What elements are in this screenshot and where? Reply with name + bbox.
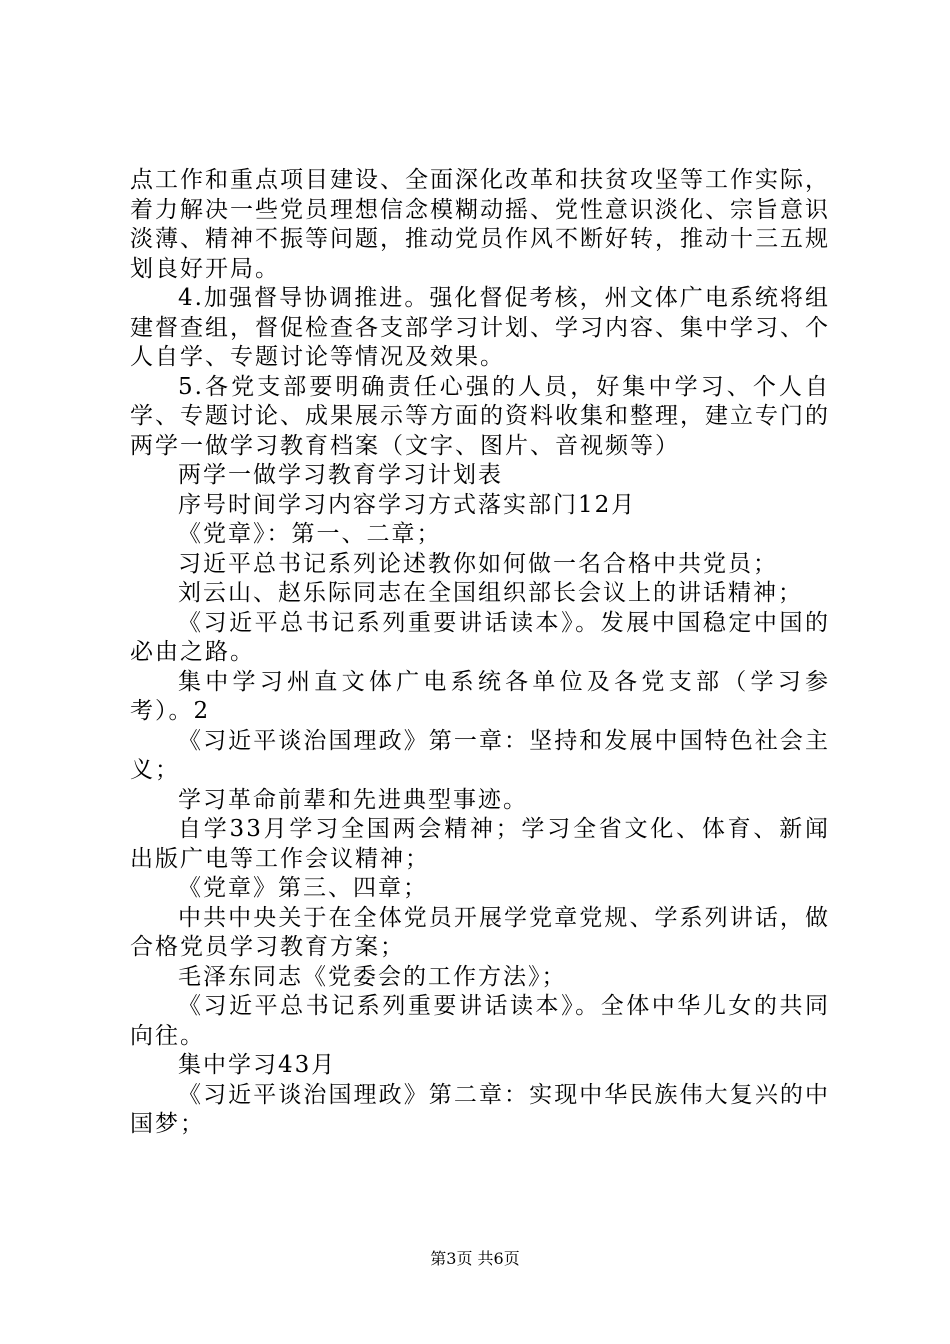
paragraph-2: 5.各党支部要明确责任心强的人员，好集中学习、个人自学、专题讨论、成果展示等方面的资料收集和整理，建立专门的两学一做学习教育档案（文字、图片、音视频等） [130,373,830,459]
paragraph-0: 点工作和重点项目建设、全面深化改革和扶贫攻坚等工作实际，着力解决一些党员理想信念模糊动摇、党性意识淡化、宗旨意识淡薄、精神不振等问题，推动党员作风不断好转，推动十三五规划良好开局。 [130,167,830,282]
paragraph-15: 毛泽东同志《党委会的工作方法》； [178,963,567,990]
paragraph-17: 集中学习43月 [178,1052,337,1078]
paragraph-6: 习近平总书记系列论述教你如何做一名合格中共党员； [178,550,778,577]
paragraph-14: 中共中央关于在全体党员开展学党章党规、学系列讲话，做合格党员学习教育方案； [130,904,830,960]
paragraph-5: 《党章》：第一、二章； [178,521,442,547]
paragraph-1: 4.加强督导协调推进。强化督促考核，州文体广电系统将组建督查组，督促检查各支部学习计划、学习内容、集中学习、个人自学、专题讨论等情况及效果。 [130,285,830,370]
page-number-label: 第3页 共6页 [430,1249,520,1268]
paragraph-11: 学习革命前辈和先进典型事迹。 [178,786,528,813]
paragraph-9: 集中学习州直文体广电系统各单位及各党支部（学习参考）。2 [130,668,830,724]
page-footer [0,1246,950,1269]
paragraph-4: 序号时间学习内容学习方式落实部门12月 [178,491,637,518]
paragraph-18: 《习近平谈治国理政》第二章：实现中华民族伟大复兴的中国梦； [130,1081,830,1137]
paragraph-10: 《习近平谈治国理政》第一章：坚持和发展中国特色社会主义； [130,727,830,783]
paragraph-3: 两学一做学习教育学习计划表 [178,462,503,488]
document-body [130,166,830,1140]
paragraph-16: 《习近平总书记系列重要讲话读本》。全体中华儿女的共同向往。 [130,993,830,1049]
paragraph-13: 《党章》第三、四章； [178,875,428,901]
paragraph-7: 刘云山、赵乐际同志在全国组织部长会议上的讲话精神； [178,580,803,606]
paragraph-12: 自学33月学习全国两会精神；学习全省文化、体育、新闻出版广电等工作会议精神； [130,816,830,872]
paragraph-8: 《习近平总书记系列重要讲话读本》。发展中国稳定中国的必由之路。 [130,609,830,665]
